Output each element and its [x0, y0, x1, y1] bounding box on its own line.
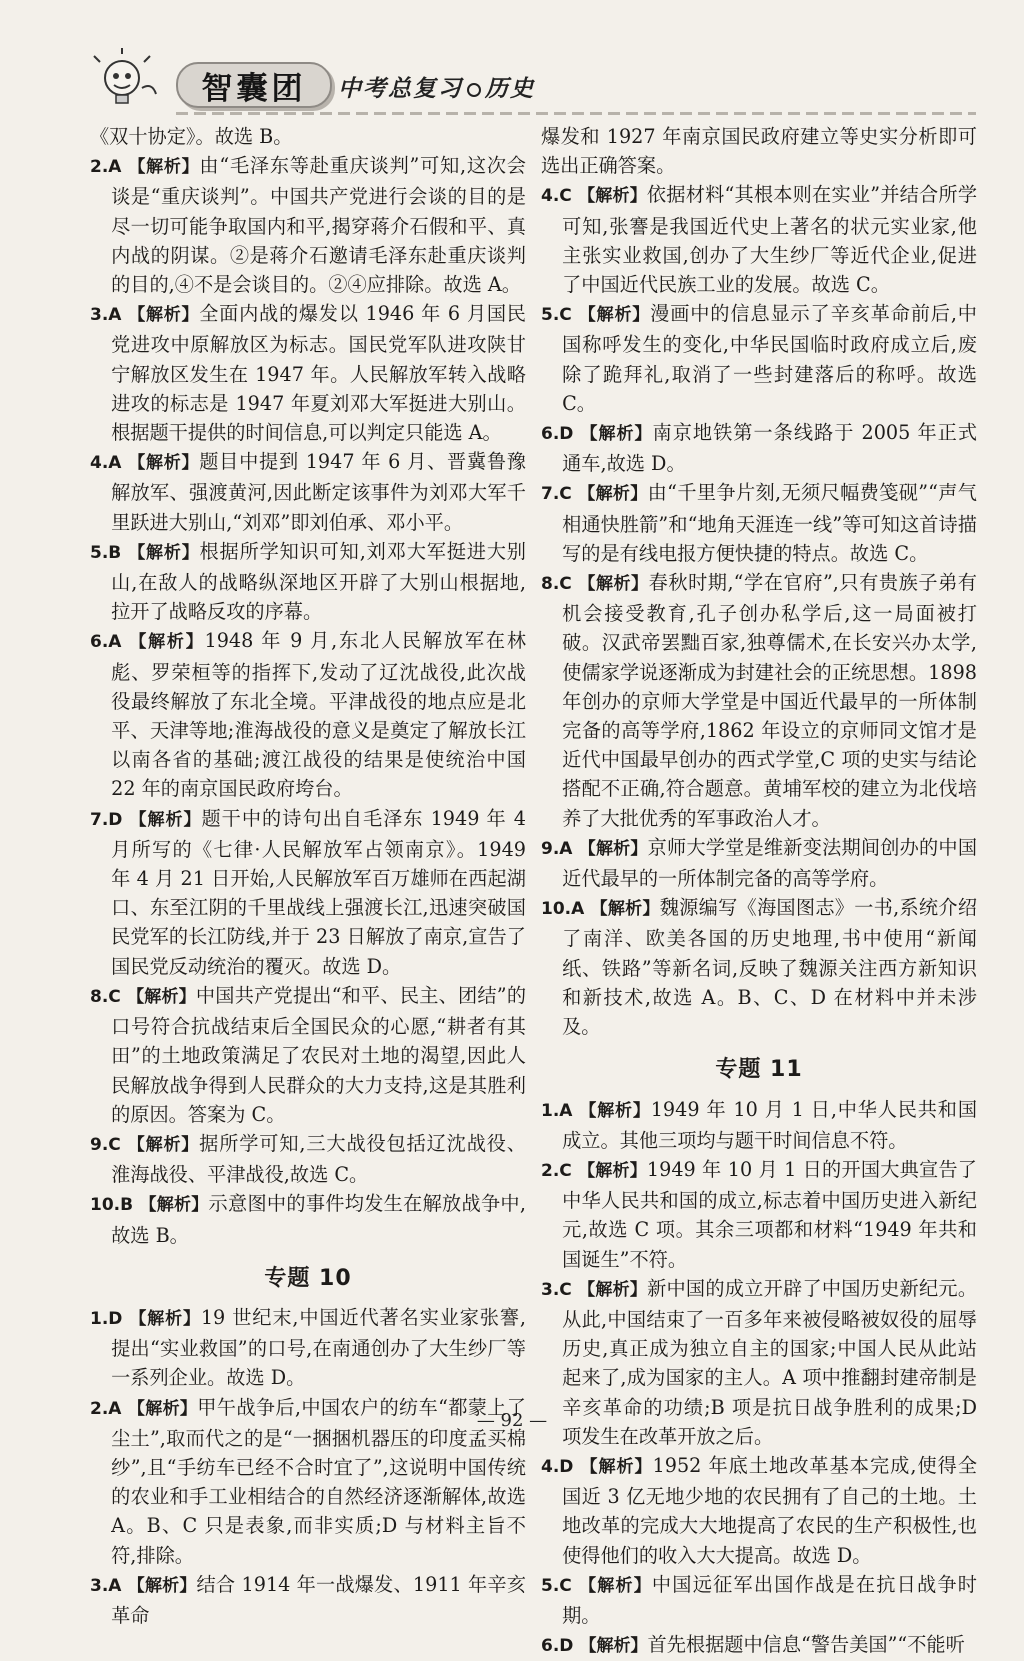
- brand-logo: [176, 62, 332, 108]
- answer-number: 3.A: [90, 1576, 121, 1596]
- answer-number: 3.C: [541, 1280, 572, 1300]
- answer-number: 2.A: [90, 1399, 121, 1419]
- analysis-tag: 【解析】: [578, 186, 647, 206]
- analysis-text: 1949 年 10 月 1 日,中华人民共和国成立。其他三项均与题干时间信息不符。: [562, 1098, 977, 1152]
- answer-number: 2.A: [90, 157, 121, 177]
- answer-number: 9.C: [90, 1135, 121, 1155]
- left-answers-b: [90, 1303, 526, 1630]
- analysis-tag: 【解析】: [128, 543, 199, 563]
- header-divider: [176, 112, 976, 115]
- left-answers-a: [90, 151, 526, 1250]
- answer-number: 6.D: [541, 424, 573, 444]
- answer-number: 6.D: [541, 1636, 573, 1656]
- answer-item: [541, 893, 977, 1041]
- analysis-tag: 【解析】: [129, 632, 204, 652]
- analysis-text: 依据材料“其根本则在实业”并结合所学可知,张謇是我国近代史上著名的状元实业家,他主张实业救国,创办了大生纱厂等近代企业,促进了中国近代民族工业的发展。故选 C。: [562, 183, 977, 296]
- analysis-text: 由“毛泽东等赴重庆谈判”可知,这次会谈是“重庆谈判”。中国共产党进行会谈的目的是尽一切可能争取国内和平,揭穿蒋介石假和平、真内战的阴谋。②是蒋介石邀请毛泽东赴重庆谈判的目的,④不是会谈目的。②④应排除。故选 A。: [111, 154, 526, 296]
- answer-number: 2.C: [541, 1161, 572, 1181]
- answer-number: 4.A: [90, 453, 121, 473]
- answer-number: 7.D: [90, 810, 122, 830]
- answer-item: [90, 151, 526, 299]
- answer-number: 3.A: [90, 305, 121, 325]
- analysis-tag: 【解析】: [579, 839, 648, 859]
- right-answers-b: [541, 1095, 977, 1661]
- answer-item: [90, 1129, 526, 1189]
- answer-number: 5.C: [541, 305, 572, 325]
- answer-item: [541, 1570, 977, 1630]
- analysis-tag: 【解析】: [128, 453, 199, 473]
- section-title-11: 专题 11: [541, 1055, 977, 1084]
- analysis-tag: 【解析】: [128, 1135, 199, 1155]
- subject-left: 中考总复习: [338, 75, 463, 102]
- answer-item: [541, 1095, 977, 1155]
- analysis-text: 中国远征军出国作战是在抗日战争时期。: [562, 1573, 977, 1627]
- analysis-tag: 【解析】: [127, 987, 196, 1007]
- analysis-text: 春秋时期,“学在官府”,只有贵族子弟有机会接受教育,孔子创办私学后,这一局面被打破。汉武帝罢黜百家,独尊儒术,在长安兴办太学,使儒家学说逐渐成为封建社会的正统思想。1898 年创办的京师大学堂是中国近代最早的一所体制完备的高等学府,1862 年设立的京师同文馆才是近代中国最早创办的西式学堂,C 项的史实与结论搭配不正确,符合题意。黄埔军校的建立为北伐培养了大批优秀的军事政治人才。: [562, 571, 977, 830]
- answer-item: [541, 299, 977, 418]
- analysis-tag: 【解析】: [578, 1161, 647, 1181]
- analysis-text: 新中国的成立开辟了中国历史新纪元。从此,中国结束了一百多年来被侵略被奴役的屈辱历史,真正成为独立自主的国家;中国人民从此站起来了,成为国家的主人。A 项中推翻封建帝制是辛亥革命的功绩;B 项是抗日战争胜利的成果;D 项发生在改革开放之后。: [562, 1277, 977, 1448]
- answer-number: 4.C: [541, 186, 572, 206]
- answer-number: 10.A: [541, 899, 584, 919]
- answer-item: [90, 981, 526, 1129]
- answer-item: [90, 537, 526, 627]
- answer-number: 6.A: [90, 632, 121, 652]
- answer-number: 8.C: [541, 574, 572, 594]
- analysis-text: 甲午战争后,中国农户的纺车“都蒙上了尘土”,取而代之的是“一捆捆机器压的印度孟买棉纱”,且“手纺车已经不合时宜了”,这说明中国传统的农业和手工业相结合的自然经济逐渐解体,故选 A。B、C 只是表象,而非实质;D 与材料主旨不符,排除。: [111, 1396, 526, 1567]
- page-header: [0, 0, 1024, 120]
- analysis-text: 首先根据题中信息“警告美国”“不能听: [648, 1633, 965, 1656]
- analysis-text: 中国共产党提出“和平、民主、团结”的口号符合抗战结束后全国民众的心愿,“耕者有其田”的土地政策满足了农民对土地的渴望,因此人民解放战争得到人民群众的大力支持,这是其胜利的原因。答案为 C。: [111, 984, 526, 1126]
- answer-number: 1.D: [90, 1309, 122, 1329]
- answer-item: [541, 568, 977, 833]
- answer-number: 9.A: [541, 839, 572, 859]
- analysis-text: 由“千里争片刻,无须尺幅费笺砚”“声气相通快胜箭”和“地角天涯连一线”等可知这首诗描写的是有线电报方便快捷的特点。故选 C。: [562, 481, 977, 564]
- answer-item: [90, 804, 526, 981]
- page-number: — 92 —: [0, 1410, 1024, 1431]
- analysis-tag: 【解析】: [578, 574, 648, 594]
- separator-dot-icon: [467, 83, 481, 97]
- analysis-text: 结合 1914 年一战爆发、1911 年辛亥革命: [111, 1573, 526, 1627]
- answer-number: 8.C: [90, 987, 121, 1007]
- analysis-text: 1952 年底土地改革基本完成,使得全国近 3 亿无地少地的农民拥有了自己的土地。土地改革的完成大大地提高了农民的生产积极性,也使得他们的收入大大提高。故选 D。: [562, 1454, 977, 1567]
- answer-item: [90, 1303, 526, 1393]
- answer-item: [90, 299, 526, 447]
- analysis-text: 1949 年 10 月 1 日的开国大典宣告了中华人民共和国的成立,标志着中国历史进入新纪元,故选 C 项。其余三项都和材料“1949 年共和国诞生”不符。: [562, 1158, 977, 1271]
- right-lead-text: 爆发和 1927 年南京国民政府建立等史实分析即可选出正确答案。: [541, 122, 977, 180]
- analysis-tag: 【解析】: [128, 1576, 197, 1596]
- analysis-tag: 【解析】: [128, 157, 199, 177]
- analysis-tag: 【解析】: [128, 305, 199, 325]
- analysis-text: 据所学可知,三大战役包括辽沈战役、淮海战役、平津战役,故选 C。: [111, 1132, 526, 1186]
- analysis-tag: 【解析】: [578, 1280, 647, 1300]
- answer-number: 5.B: [90, 543, 121, 563]
- answer-item: [90, 447, 526, 537]
- analysis-tag: 【解析】: [579, 1576, 652, 1596]
- answer-item: [90, 1570, 526, 1630]
- answer-item: [541, 478, 977, 568]
- section-title-10: 专题 10: [90, 1264, 526, 1293]
- analysis-tag: 【解析】: [129, 1309, 200, 1329]
- lightbulb-logo-icon: [92, 48, 162, 118]
- analysis-text: 1948 年 9 月,东北人民解放军在林彪、罗荣桓等的指挥下,发动了辽沈战役,此次战役最终解放了东北全境。平津战役的地点应是北平、天津等地;淮海战役的意义是奠定了解放长江以南各省的基础;渡江战役的结果是使统治中国 22 年的南京国民政府垮台。: [111, 629, 526, 800]
- analysis-text: 根据所学知识可知,刘邓大军挺进大别山,在敌人的战略纵深地区开辟了大别山根据地,拉开了战略反攻的序幕。: [111, 540, 526, 623]
- analysis-text: 示意图中的事件均发生在解放战争中,故选 B。: [111, 1192, 526, 1246]
- answer-item: [541, 833, 977, 893]
- subject-right: 历史: [485, 75, 535, 102]
- analysis-text: 南京地铁第一条线路于 2005 年正式通车,故选 D。: [562, 421, 977, 475]
- brand-name: 智囊团: [202, 63, 307, 108]
- analysis-tag: 【解析】: [578, 484, 647, 504]
- answer-number: 7.C: [541, 484, 572, 504]
- analysis-text: 魏源编写《海国图志》一书,系统介绍了南洋、欧美各国的历史地理,书中使用“新闻纸、铁路”等新名词,反映了魏源关注西方新知识和新技术,故选 A。B、C、D 在材料中并未涉及。: [562, 896, 977, 1038]
- answer-item: [90, 1189, 526, 1249]
- book-subject: [338, 70, 535, 103]
- answer-item: [541, 1630, 977, 1661]
- analysis-tag: 【解析】: [581, 1457, 653, 1477]
- right-answers-a: [541, 180, 977, 1041]
- answer-item: [541, 1155, 977, 1274]
- answer-number: 1.A: [541, 1101, 572, 1121]
- analysis-text: 题干中的诗句出自毛泽东 1949 年 4 月所写的《七律·人民解放军占领南京》。1949 年 4 月 21 日开始,人民解放军百万雄师在西起湖口、东至江阴的千里战线上强渡长江,迅速突破国民党军的长江防线,并于 23 日解放了南京,宣告了国民党反动统治的覆灭。故选 D。: [111, 807, 526, 978]
- analysis-text: 漫画中的信息显示了辛亥革命前后,中国称呼发生的变化,中华民国临时政府成立后,废除了跪拜礼,取消了一些封建落后的称呼。故选 C。: [562, 302, 977, 415]
- analysis-tag: 【解析】: [128, 1399, 197, 1419]
- analysis-tag: 【解析】: [139, 1195, 208, 1215]
- answer-item: [541, 180, 977, 299]
- left-column: [90, 122, 526, 1630]
- answer-number: 10.B: [90, 1195, 133, 1215]
- analysis-text: 题目中提到 1947 年 6 月、晋冀鲁豫解放军、强渡黄河,因此断定该事件为刘邓大军千里跃进大别山,“刘邓”即刘伯承、邓小平。: [111, 450, 526, 533]
- analysis-tag: 【解析】: [130, 810, 202, 830]
- analysis-tag: 【解析】: [579, 305, 650, 325]
- analysis-text: 京师大学堂是维新变法期间创办的中国近代最早的一所体制完备的高等学府。: [562, 836, 977, 890]
- analysis-tag: 【解析】: [580, 1636, 648, 1656]
- analysis-tag: 【解析】: [581, 424, 653, 444]
- analysis-tag: 【解析】: [579, 1101, 650, 1121]
- answer-item: [541, 1451, 977, 1570]
- analysis-text: 19 世纪末,中国近代著名实业家张謇,提出“实业救国”的口号,在南通创办了大生纱厂等一系列企业。故选 D。: [111, 1306, 526, 1389]
- answer-number: 5.C: [541, 1576, 572, 1596]
- analysis-tag: 【解析】: [591, 899, 660, 919]
- answer-number: 4.D: [541, 1457, 573, 1477]
- left-lead-text: 《双十协定》。故选 B。: [90, 122, 526, 151]
- answer-item: [541, 418, 977, 478]
- answer-item: [90, 626, 526, 803]
- analysis-text: 全面内战的爆发以 1946 年 6 月国民党进攻中原解放区为标志。国民党军队进攻陕甘宁解放区发生在 1947 年。人民解放军转入战略进攻的标志是 1947 年夏刘邓大军挺进大别山。根据题干提供的时间信息,可以判定只能选 A。: [111, 302, 526, 444]
